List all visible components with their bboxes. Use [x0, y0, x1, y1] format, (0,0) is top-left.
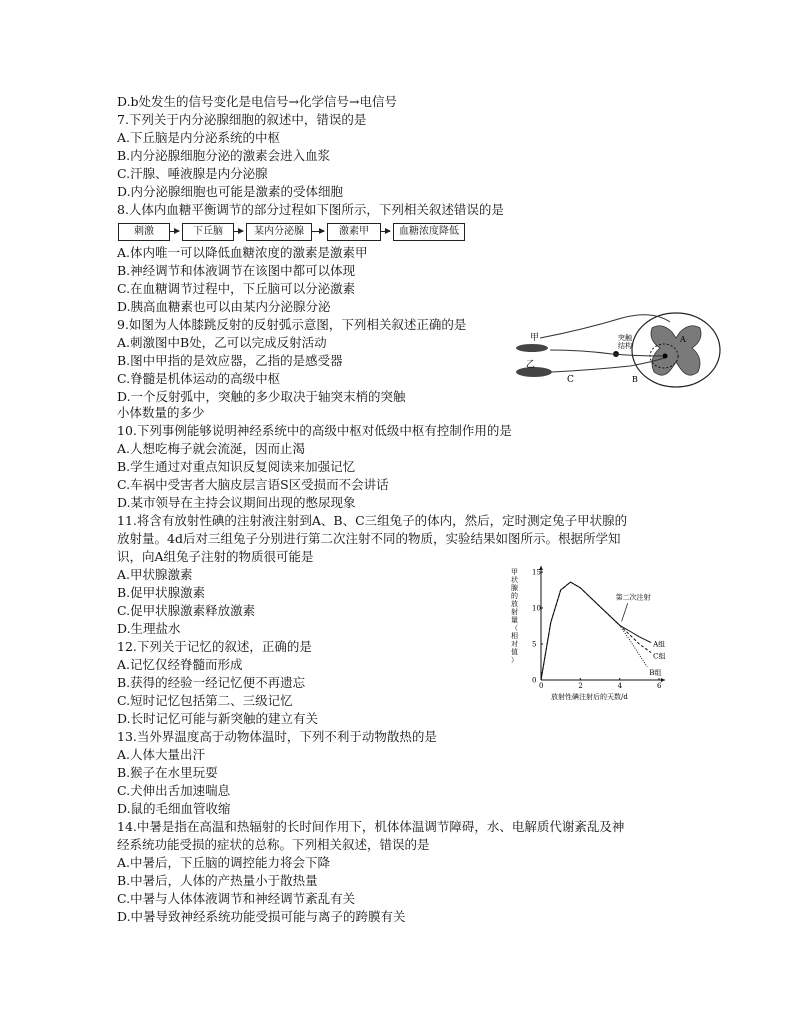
option: B.猴子在水里玩耍	[117, 765, 218, 780]
option: B.内分泌腺细胞分泌的激素会进入血浆	[117, 148, 331, 163]
y-axis-label-char: 射	[511, 608, 518, 616]
option: A.下丘脑是内分泌系统的中枢	[117, 130, 281, 145]
flow-box: 某内分泌腺	[246, 223, 312, 241]
question-10: 10.下列事例能够说明神经系统中的高级中枢对低级中枢有控制作用的是	[117, 423, 512, 438]
option: A.人体大量出汗	[117, 747, 206, 762]
series-label: C组	[653, 652, 666, 661]
option: A.中暑后，下丘脑的调控能力将会下降	[117, 855, 331, 870]
reflex-arc-diagram	[512, 310, 722, 392]
option: A.体内唯一可以降低血糖浓度的激素是激素甲	[117, 245, 368, 260]
option: C.车祸中受害者大脑皮层言语S区受损而不会讲话	[117, 477, 389, 492]
y-axis-label-char: 放	[511, 600, 518, 608]
y-tick-label: 0	[532, 676, 537, 685]
flow-box: 刺激	[118, 223, 170, 241]
option: D.胰高血糖素也可以由某内分泌腺分泌	[117, 299, 331, 314]
question-13: 13.当外界温度高于动物体温时，下列不利于动物散热的是	[117, 729, 437, 744]
y-axis-label-char: 状	[511, 576, 518, 584]
y-axis-label-char: 对	[511, 640, 518, 648]
flow-arrow	[380, 231, 390, 232]
option: D.鼠的毛细血管收缩	[117, 801, 231, 816]
label-b: B	[632, 375, 638, 384]
series-label: B组	[649, 669, 662, 678]
option: C.犬伸出舌加速喘息	[117, 783, 231, 798]
label-yi: 乙	[526, 360, 536, 370]
x-axis-arrow	[661, 678, 665, 682]
question-14: 14.中暑是指在高温和热辐射的长时间作用下，机体体温调节障碍，水、电解质代谢紊乱及神	[117, 819, 625, 834]
option: B.图中甲指的是效应器，乙指的是感受器	[117, 353, 343, 368]
option: D.中暑导致神经系统功能受损可能与离子的跨膜有关	[117, 909, 406, 924]
annotation-leader	[622, 603, 628, 621]
label-jia: 甲	[530, 333, 540, 343]
series-label: A组	[653, 640, 666, 649]
flow-box: 激素甲	[327, 223, 381, 241]
option: A.记忆仅经脊髓而形成	[117, 657, 243, 672]
option: C.脊髓是机体运动的高级中枢	[117, 371, 281, 386]
option: B.促甲状腺激素	[117, 585, 206, 600]
flow-box: 下丘脑	[182, 223, 234, 241]
question-14-cont: 经系统功能受损的症状的总称。下列相关叙述，错误的是	[117, 837, 430, 852]
question-11-cont: 识，向A组兔子注射的物质很可能是	[117, 549, 314, 564]
y-axis-label-char: 相	[511, 632, 518, 640]
annotation-label: 第二次注射	[615, 593, 651, 602]
option: B.获得的经验一经记忆便不再遗忘	[117, 675, 306, 690]
option: C.在血糖调节过程中，下丘脑可以分泌激素	[117, 281, 356, 296]
option: D.长时记忆可能与新突触的建立有关	[117, 711, 319, 726]
option: D.生理盐水	[117, 621, 181, 636]
option: B.中暑后，人体的产热量小于散热量	[117, 873, 318, 888]
option: C.汗腺、唾液腺是内分泌腺	[117, 166, 268, 181]
y-tick-label: 10	[532, 604, 541, 613]
option: D.内分泌腺细胞也可能是激素的受体细胞	[117, 184, 344, 199]
question-11-cont: 放射量。4d后对三组兔子分别进行第二次注射不同的物质，实验结果如图所示。根据所学知	[117, 531, 621, 546]
option-continued: 小体数量的多少	[117, 405, 205, 420]
y-axis-label-char: （	[511, 624, 518, 632]
option: B.学生通过对重点知识反复阅读来加强记忆	[117, 459, 356, 474]
y-axis-label-char: 量	[511, 616, 518, 624]
y-axis-label-char: 腺	[511, 584, 518, 592]
option: D.某市领导在主持会议期间出现的憋尿现象	[117, 495, 356, 510]
option: C.中暑与人体体液调节和神经调节紊乱有关	[117, 891, 356, 906]
question-12: 12.下列关于记忆的叙述，正确的是	[117, 639, 312, 654]
y-axis-label-char: 甲	[511, 568, 518, 576]
y-tick-label: 5	[532, 640, 537, 649]
flow-arrow	[311, 231, 324, 232]
question-11: 11.将含有放射性碘的注射液注射到A、B、C三组兔子的体内，然后，定时测定兔子甲状腺的	[117, 513, 628, 528]
y-tick-label: 15	[532, 568, 541, 577]
thyroid-radioactivity-chart	[505, 560, 675, 705]
question-9: 9.如图为人体膝跳反射的反射弧示意图，下列相关叙述正确的是	[117, 317, 467, 332]
y-axis-label-char: ）	[511, 656, 518, 664]
x-tick-label: 0	[539, 682, 544, 690]
flow-box: 血糖浓度降低	[393, 223, 465, 241]
flow-arrow	[233, 231, 243, 232]
option: A.刺激图中B处，乙可以完成反射活动	[117, 335, 327, 350]
option: C.短时记忆包括第二、三级记忆	[117, 693, 293, 708]
question-7: 7.下列关于内分泌腺细胞的叙述中，错误的是	[117, 112, 367, 127]
option: A.甲状腺激素	[117, 567, 193, 582]
label-c: C	[567, 375, 574, 385]
label-synapse: 突触结构	[618, 334, 632, 350]
x-axis-label: 放射性碘注射后的天数/d	[551, 693, 628, 701]
y-axis-label-char: 值	[511, 648, 518, 656]
option: B.神经调节和体液调节在该图中都可以体现	[117, 263, 356, 278]
flow-arrow	[169, 231, 179, 232]
x-tick-label: 2	[578, 682, 583, 690]
text-line: D.b处发生的信号变化是电信号→化学信号→电信号	[117, 94, 397, 109]
option: D.一个反射弧中，突触的多少取决于轴突末梢的突触	[117, 389, 406, 404]
option: C.促甲状腺激素释放激素	[117, 603, 256, 618]
question-8: 8.人体内血糖平衡调节的部分过程如下图所示，下列相关叙述错误的是	[117, 202, 504, 217]
x-tick-label: 6	[657, 682, 662, 690]
label-a: A	[680, 335, 686, 344]
option: A.人想吃梅子就会流涎，因而止渴	[117, 441, 306, 456]
x-tick-label: 4	[617, 682, 623, 690]
receptor-organ	[516, 344, 548, 352]
y-axis-label-char: 的	[511, 592, 518, 600]
